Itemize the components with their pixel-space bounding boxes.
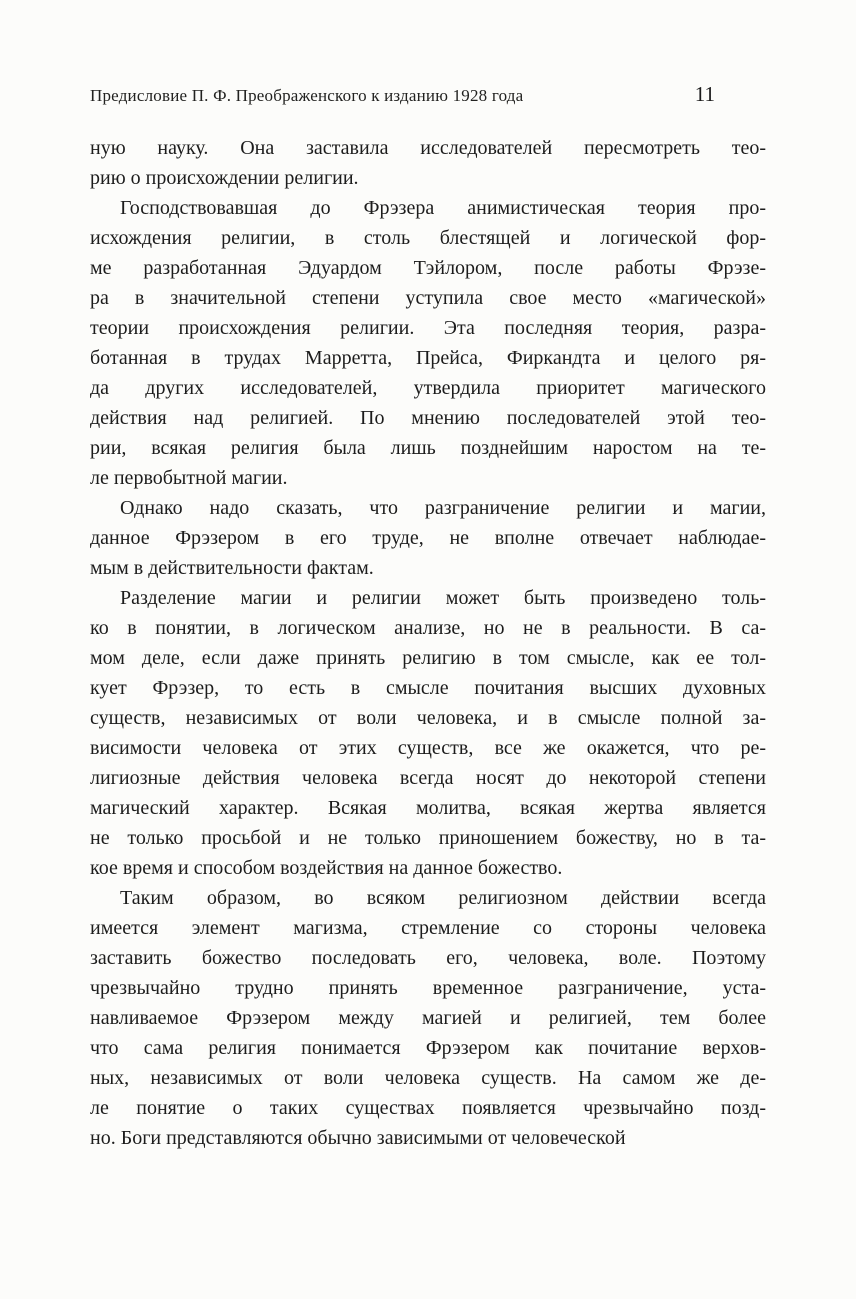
body-text (90, 133, 766, 1153)
paragraph (90, 133, 766, 193)
text-line: магический характер. Всякая молитва, всякая жертва является (90, 797, 766, 819)
paragraph (90, 883, 766, 1153)
paragraph (90, 583, 766, 883)
text-line: Господствовавшая до Фрэзера анимистическая теория про- (120, 197, 766, 219)
text-line: ных, независимых от воли человека существ. На самом же де- (90, 1067, 766, 1089)
text-line: Разделение магии и религии может быть произведено толь- (120, 587, 766, 609)
text-line: теории происхождения религии. Эта последняя теория, разра- (90, 317, 766, 339)
text-line: ботанная в трудах Марретта, Прейса, Фиркандта и целого ря- (90, 347, 766, 369)
text-line: заставить божество последовать его, человека, воле. Поэтому (90, 947, 766, 969)
text-line: мом деле, если даже принять религию в том смысле, как ее тол- (90, 647, 766, 669)
text-line: существ, независимых от воли человека, и в смысле полной за- (90, 707, 766, 729)
text-line: кое время и способом воздействия на данное божество. (90, 857, 563, 879)
text-line: чрезвычайно трудно принять временное разграничение, уста- (90, 977, 766, 999)
text-line: ную науку. Она заставила исследователей пересмотреть тео- (90, 137, 766, 159)
text-line: Таким образом, во всяком религиозном действии всегда (120, 887, 766, 909)
text-line: ко в понятии, в логическом анализе, но не в реальности. В са- (90, 617, 766, 639)
text-line: действия над религией. По мнению последователей этой тео- (90, 407, 766, 429)
text-line: навливаемое Фрэзером между магией и религией, тем более (90, 1007, 766, 1029)
text-line: да других исследователей, утвердила приоритет магического (90, 377, 766, 399)
text-line: данное Фрэзером в его труде, не вполне отвечает наблюдае- (90, 527, 766, 549)
paragraph (90, 493, 766, 583)
text-line: но. Боги представляются обычно зависимыми от человеческой (90, 1127, 626, 1149)
page-header (90, 82, 766, 107)
text-line: ле понятие о таких существах появляется чрезвычайно позд- (90, 1097, 766, 1119)
page-number: 11 (694, 82, 715, 106)
text-line: исхождения религии, в столь блестящей и логической фор- (90, 227, 766, 249)
text-line: лигиозные действия человека всегда носят до некоторой степени (90, 767, 766, 789)
text-line: что сама религия понимается Фрэзером как почитание верхов- (90, 1037, 766, 1059)
text-line: рии, всякая религия была лишь позднейшим наростом на те- (90, 437, 766, 459)
text-line: Однако надо сказать, что разграничение религии и магии, (120, 497, 766, 519)
text-line: ра в значительной степени уступила свое место «магической» (90, 287, 766, 309)
running-header: Предисловие П. Ф. Преображенского к изданию 1928 года (90, 86, 524, 105)
text-line: мым в действительности фактам. (90, 557, 374, 579)
paragraph (90, 193, 766, 493)
text-line: имеется элемент магизма, стремление со стороны человека (90, 917, 766, 939)
text-line: висимости человека от этих существ, все же окажется, что ре- (90, 737, 766, 759)
text-line: рию о происхождении религии. (90, 167, 359, 189)
text-line: ме разработанная Эдуардом Тэйлором, после работы Фрэзе- (90, 257, 766, 279)
text-line: не только просьбой и не только приношением божеству, но в та- (90, 827, 766, 849)
text-line: ле первобытной магии. (90, 467, 288, 489)
text-line: кует Фрэзер, то есть в смысле почитания высших духовных (90, 677, 766, 699)
